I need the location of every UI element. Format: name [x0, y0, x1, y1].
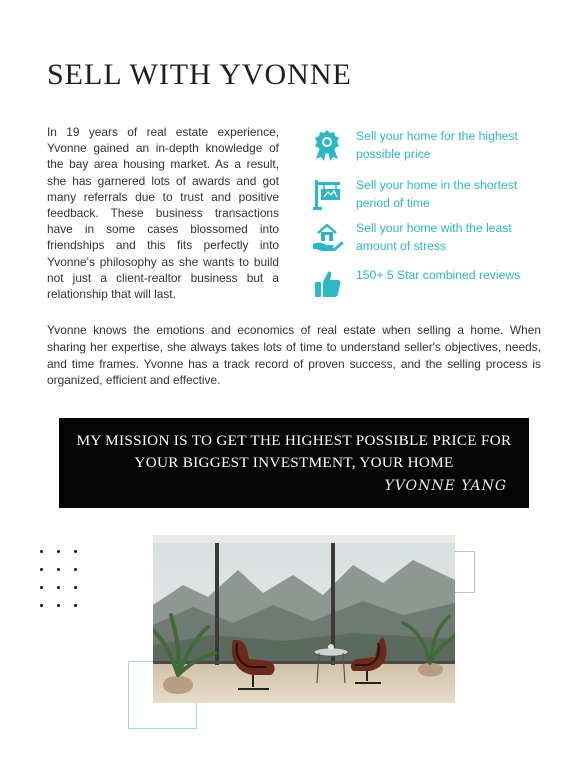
living-room-photo — [153, 535, 455, 703]
dot — [40, 604, 43, 607]
feature-text: Sell your home for the highest possible price — [356, 129, 518, 161]
signature: YVONNE YANG — [384, 478, 507, 494]
feature-text: Sell your home in the shortest period of time — [356, 178, 518, 210]
dot — [74, 604, 77, 607]
dot — [57, 586, 60, 589]
dot — [57, 550, 60, 553]
dot-grid-decoration — [40, 550, 90, 610]
dot — [40, 586, 43, 589]
dot — [57, 568, 60, 571]
dot — [74, 568, 77, 571]
award-ribbon-icon — [310, 128, 344, 162]
dot — [40, 568, 43, 571]
body-paragraph: Yvonne knows the emotions and economics of real estate when selling a home. When sharing her expertise, she always takes lots of time to understand seller's objectives, needs, and time frames. Yvonne has a track record of proven success, and the selling process is organized, efficient and effective. — [47, 323, 541, 388]
feature-text: Sell your home with the least amount of stress — [356, 221, 512, 253]
dot — [74, 586, 77, 589]
dot — [40, 550, 43, 553]
for-sale-sign-icon — [310, 177, 344, 211]
intro-paragraph: In 19 years of real estate experience, Yvonne gained an in-depth knowledge of the bay area housing market. As a result, she has garnered lots of awards and got many referrals due to trust and positive feedback. These business transactions have in some cases blossomed into friendships and this fits perfectly into Yvonne's philosophy as she wants to build not just a client-realtor business but a relationship that will last. — [47, 125, 279, 302]
house-in-hand-icon — [310, 220, 344, 254]
dot — [57, 604, 60, 607]
dot — [74, 550, 77, 553]
feature-text: 150+ 5 Star combined reviews — [356, 268, 521, 282]
page-title: SELL WITH YVONNE — [47, 58, 352, 91]
thumbs-up-icon — [310, 267, 344, 301]
mission-statement: MY MISSION IS TO GET THE HIGHEST POSSIBLE PRICE FOR YOUR BIGGEST INVESTMENT, YOUR HOME — [76, 432, 512, 471]
mission-banner — [59, 418, 529, 508]
